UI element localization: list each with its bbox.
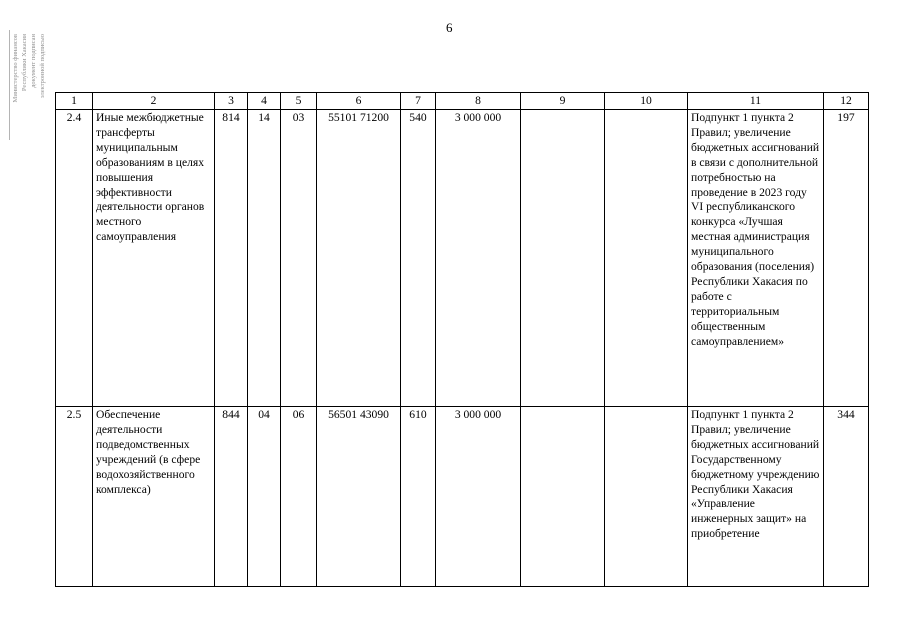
row-number: 2.4: [56, 110, 93, 407]
justification: Подпункт 1 пункта 2 Правил; увеличение бюджетных ассигнований Государственному бюджетному учреждению Республики Хакасия «Управление инженерных защит» на приобретение: [688, 407, 824, 587]
amount: 3 000 000: [436, 110, 521, 407]
header-cell: 9: [521, 93, 605, 110]
target-article-code: 56501 43090: [317, 407, 401, 587]
header-cell: 10: [605, 93, 688, 110]
expense-type-code: 540: [401, 110, 436, 407]
document-number: 197: [824, 110, 869, 407]
ministry-code: 844: [215, 407, 248, 587]
stamp-line: электронной подписью: [39, 34, 46, 99]
header-cell: 7: [401, 93, 436, 110]
amount-col10: [605, 407, 688, 587]
page-number: 6: [446, 20, 453, 35]
header-cell: 12: [824, 93, 869, 110]
amount-col10: [605, 110, 688, 407]
header-cell: 11: [688, 93, 824, 110]
expense-name: Обеспечение деятельности подведомственных учреждений (в сфере водохозяйственного комплекса): [93, 407, 215, 587]
header-cell: 3: [215, 93, 248, 110]
header-cell: 8: [436, 93, 521, 110]
stamp-line: Министерство финансов: [12, 34, 19, 103]
row-number: 2.5: [56, 407, 93, 587]
header-cell: 2: [93, 93, 215, 110]
section-code: 14: [248, 110, 281, 407]
header-row: [56, 93, 869, 110]
justification: Подпункт 1 пункта 2 Правил; увеличение бюджетных ассигнований в связи с дополнительной потребностью на проведение в 2023 году VI республиканского конкурса «Лучшая местная администрация муниципального образования (поселения) Республики Хакасия по работе с территориальным общественным самоуправлением»: [688, 110, 824, 407]
target-article-code: 55101 71200: [317, 110, 401, 407]
amount-col9: [521, 110, 605, 407]
header-cell: 1: [56, 93, 93, 110]
header-cell: 4: [248, 93, 281, 110]
document-number: 344: [824, 407, 869, 587]
side-stamp: [9, 30, 50, 140]
subsection-code: 06: [281, 407, 317, 587]
section-code: 04: [248, 407, 281, 587]
expense-name: Иные межбюджетные трансферты муниципальным образованиям в целях повышения эффективности деятельности органов местного самоуправления: [93, 110, 215, 407]
amount: 3 000 000: [436, 407, 521, 587]
amount-col9: [521, 407, 605, 587]
ministry-code: 814: [215, 110, 248, 407]
header-cell: 5: [281, 93, 317, 110]
budget-table: [55, 92, 869, 587]
stamp-line: документ подписан: [30, 34, 37, 88]
expense-type-code: 610: [401, 407, 436, 587]
stamp-line: Республики Хакасия: [21, 34, 28, 92]
header-cell: 6: [317, 93, 401, 110]
table-row: [56, 110, 869, 407]
subsection-code: 03: [281, 110, 317, 407]
table-row: [56, 407, 869, 587]
